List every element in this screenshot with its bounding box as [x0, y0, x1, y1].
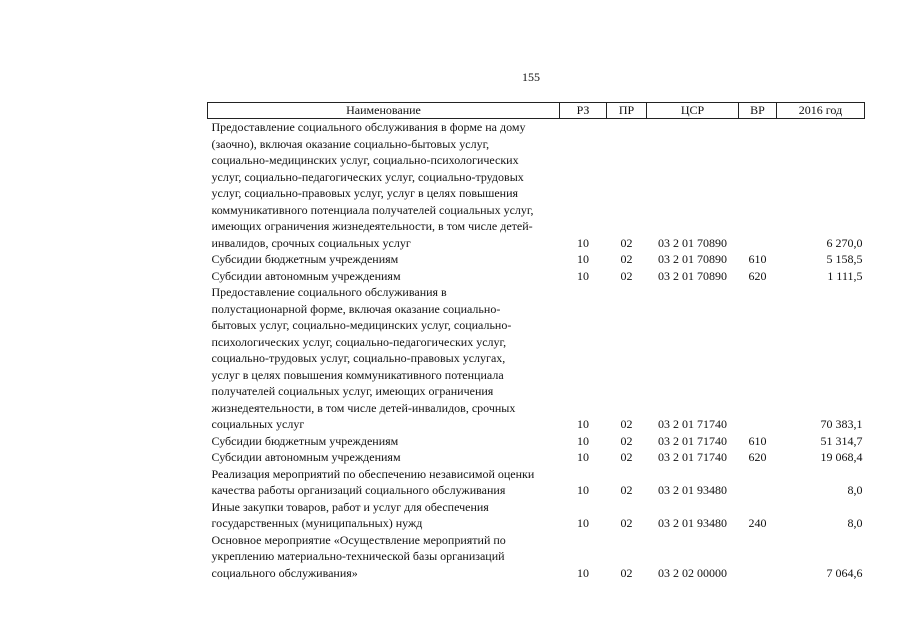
row-name-line: услуг, социально-правовых услуг, услуг в целях повышения — [211, 186, 519, 200]
row-name-line: получателей социальных услуг, имеющих ограничения — [211, 384, 494, 398]
table-row — [208, 466, 865, 499]
row-name-line: Субсидии бюджетным учреждениям — [211, 252, 399, 266]
row-name-line: услуг в целях повышения коммуникативного потенциала — [211, 367, 504, 382]
row-name-line: Основное мероприятие «Осуществление мероприятий по — [211, 532, 506, 547]
row-name-line: жизнедеятельности, в том числе детей-инвалидов, срочных — [211, 400, 516, 415]
row-name-line: Предоставление социального обслуживания в — [211, 285, 447, 299]
row-pr: 02 — [620, 252, 633, 266]
row-name-line: Предоставление социального обслуживания в форме на дому — [211, 120, 526, 134]
row-name — [208, 268, 560, 285]
row-pr: 02 — [620, 450, 633, 464]
row-name-line: Иные закупки товаров, работ и услуг для обеспечения — [211, 499, 489, 514]
row-name-line: инвалидов, срочных социальных услуг — [211, 235, 411, 250]
table-row — [208, 499, 865, 532]
row-pr: 02 — [620, 268, 633, 283]
table-row — [208, 433, 865, 450]
row-rz: 10 — [577, 235, 589, 250]
row-pr: 02 — [620, 565, 633, 580]
row-vr: 240 — [748, 516, 767, 530]
row-name — [208, 499, 560, 532]
row-rz: 10 — [577, 252, 589, 266]
row-name-line: Реализация мероприятий по обеспечению независимой оценки — [211, 466, 535, 481]
table-row — [208, 449, 865, 466]
row-pr: 02 — [620, 483, 633, 497]
row-name-line: имеющих ограничения жизнедеятельности, в том числе детей- — [211, 219, 533, 233]
row-amount: 6 270,0 — [826, 235, 863, 250]
table-row — [208, 532, 865, 582]
row-name-line: социальных услуг — [211, 417, 305, 431]
row-pr: 02 — [620, 516, 633, 530]
row-amount: 8,0 — [847, 483, 863, 497]
row-csr: 03 2 01 71740 — [658, 417, 727, 431]
row-amount: 51 314,7 — [820, 433, 863, 448]
row-name — [208, 433, 560, 450]
row-vr — [739, 466, 777, 499]
row-amount: 1 111,5 — [827, 268, 863, 283]
row-name-line: психологических услуг, социально-педагогических услуг, — [211, 334, 507, 349]
header-vr: ВР — [739, 103, 777, 119]
row-name — [208, 284, 560, 433]
table-header — [208, 103, 865, 119]
row-name-line: Субсидии бюджетным учреждениям — [211, 433, 399, 448]
row-name-line: бытовых услуг, социально-медицинских услуг, социально- — [211, 318, 512, 332]
row-vr — [739, 532, 777, 582]
row-pr: 02 — [620, 433, 633, 448]
row-name-line: укреплению материально-технической базы организаций — [211, 549, 505, 563]
row-name-line: социально-трудовых услуг, социально-правовых услугах, — [211, 351, 506, 365]
row-amount: 5 158,5 — [826, 252, 863, 266]
row-rz: 10 — [577, 565, 589, 580]
row-vr: 610 — [748, 252, 767, 266]
row-name-line: Субсидии автономным учреждениям — [211, 450, 401, 464]
row-name — [208, 449, 560, 466]
row-csr: 03 2 01 93480 — [658, 483, 727, 497]
row-csr: 03 2 02 00000 — [658, 565, 727, 580]
row-csr: 03 2 01 71740 — [658, 450, 727, 464]
row-vr: 620 — [748, 450, 767, 464]
row-csr: 03 2 01 70890 — [658, 252, 727, 266]
row-rz: 10 — [577, 483, 589, 497]
table-row — [208, 268, 865, 285]
row-name — [208, 532, 560, 582]
row-vr: 620 — [748, 268, 767, 283]
header-row — [208, 103, 865, 119]
row-pr: 02 — [620, 417, 633, 431]
row-name — [208, 251, 560, 268]
row-csr: 03 2 01 70890 — [658, 235, 727, 250]
header-rz: РЗ — [560, 103, 607, 119]
row-name-line: социально-медицинских услуг, социально-психологических — [211, 153, 519, 167]
row-name-line: услуг, социально-педагогических услуг, социально-трудовых — [211, 169, 524, 184]
row-rz: 10 — [577, 516, 589, 530]
row-rz: 10 — [577, 268, 589, 283]
row-name — [208, 119, 560, 252]
row-pr: 02 — [620, 235, 633, 250]
row-amount: 70 383,1 — [820, 417, 863, 431]
row-name-line: полустационарной форме, включая оказание социально- — [211, 301, 501, 316]
row-vr: 610 — [748, 433, 767, 448]
row-rz: 10 — [577, 450, 589, 464]
row-rz: 10 — [577, 433, 589, 448]
row-csr: 03 2 01 71740 — [658, 433, 727, 448]
row-name-line: социального обслуживания» — [211, 565, 358, 580]
row-amount: 7 064,6 — [826, 565, 863, 580]
row-name-line: коммуникативного потенциала получателей социальных услуг, — [211, 202, 534, 217]
row-amount: 8,0 — [847, 516, 863, 530]
row-vr — [739, 284, 777, 433]
row-vr — [739, 119, 777, 252]
header-year: 2016 год — [777, 103, 865, 119]
header-name: Наименование — [208, 103, 560, 119]
budget-table — [207, 102, 865, 581]
table-row — [208, 119, 865, 252]
row-name-line: (заочно), включая оказание социально-бытовых услуг, — [211, 136, 490, 151]
header-csr: ЦСР — [647, 103, 739, 119]
row-rz: 10 — [577, 417, 589, 431]
row-csr: 03 2 01 93480 — [658, 516, 727, 530]
row-name — [208, 466, 560, 499]
row-name-line: государственных (муниципальных) нужд — [211, 516, 423, 530]
row-csr: 03 2 01 70890 — [658, 268, 727, 283]
header-pr: ПР — [607, 103, 647, 119]
row-name-line: качества работы организаций социального обслуживания — [211, 483, 506, 497]
row-amount: 19 068,4 — [820, 450, 863, 464]
table-row — [208, 251, 865, 268]
table-row — [208, 284, 865, 433]
table-body — [208, 119, 865, 582]
row-name-line: Субсидии автономным учреждениям — [211, 268, 401, 283]
page-number: 155 — [522, 70, 540, 84]
